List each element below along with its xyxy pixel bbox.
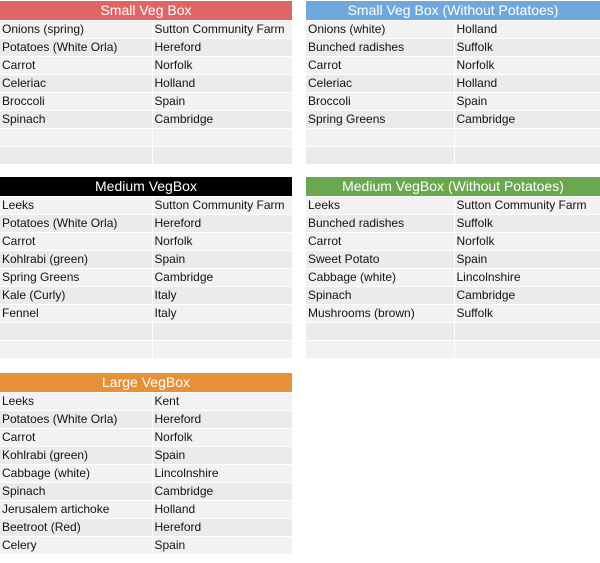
medium-veg-box-without-potatoes-header: Medium VegBox (Without Potatoes) xyxy=(306,177,600,196)
origin-cell: Lincolnshire xyxy=(152,465,292,483)
origin-cell: Spain xyxy=(454,93,600,111)
vegetable-cell xyxy=(0,323,152,341)
table-row xyxy=(0,251,292,269)
vegetable-cell xyxy=(0,129,152,147)
table-row xyxy=(0,501,292,519)
vegetable-cell: Sweet Potato xyxy=(306,251,454,269)
vegetable-cell: Celery xyxy=(0,537,152,555)
table-row xyxy=(0,233,292,251)
origin-cell: Norfolk xyxy=(454,57,600,75)
origin-cell xyxy=(454,323,600,341)
origin-cell: Holland xyxy=(152,501,292,519)
origin-cell: Holland xyxy=(454,75,600,93)
vegetable-cell: Cabbage (white) xyxy=(306,269,454,287)
table-row xyxy=(0,111,292,129)
vegetable-cell xyxy=(0,341,152,359)
table-row xyxy=(0,411,292,429)
table-row xyxy=(306,93,600,111)
table-row xyxy=(0,447,292,465)
vegetable-cell: Fennel xyxy=(0,305,152,323)
table-row xyxy=(0,197,292,215)
origin-cell xyxy=(454,341,600,359)
origin-cell: Hereford xyxy=(152,215,292,233)
vegetable-cell: Celeriac xyxy=(0,75,152,93)
vegetable-cell: Mushrooms (brown) xyxy=(306,305,454,323)
table-row xyxy=(306,75,600,93)
table-row xyxy=(0,519,292,537)
table-row xyxy=(0,129,292,147)
large-veg-box-header: Large VegBox xyxy=(0,373,292,392)
table-row xyxy=(306,197,600,215)
origin-cell: Italy xyxy=(152,287,292,305)
table-row xyxy=(306,341,600,359)
origin-cell: Hereford xyxy=(152,411,292,429)
origin-cell: Spain xyxy=(152,93,292,111)
table-row xyxy=(0,57,292,75)
origin-cell: Sutton Community Farm xyxy=(152,21,292,39)
medium-veg-box xyxy=(0,177,292,358)
large-veg-box xyxy=(0,373,292,554)
origin-cell xyxy=(152,129,292,147)
origin-cell: Norfolk xyxy=(152,57,292,75)
table-row xyxy=(306,323,600,341)
vegetable-cell: Spinach xyxy=(0,483,152,501)
origin-cell: Spain xyxy=(152,537,292,555)
vegetable-cell: Kale (Curly) xyxy=(0,287,152,305)
origin-cell: Spain xyxy=(152,251,292,269)
medium-veg-box-header: Medium VegBox xyxy=(0,177,292,196)
vegetable-cell: Potatoes (White Orla) xyxy=(0,215,152,233)
medium-veg-box-table xyxy=(0,196,292,358)
vegetable-cell xyxy=(306,147,454,165)
vegetable-cell: Bunched radishes xyxy=(306,215,454,233)
table-row xyxy=(0,39,292,57)
small-veg-box-table xyxy=(0,20,292,164)
origin-cell xyxy=(454,147,600,165)
vegetable-cell: Carrot xyxy=(0,233,152,251)
origin-cell: Norfolk xyxy=(152,233,292,251)
origin-cell xyxy=(454,129,600,147)
table-row xyxy=(306,269,600,287)
table-row xyxy=(0,21,292,39)
table-row xyxy=(0,305,292,323)
table-row xyxy=(0,323,292,341)
vegetable-cell: Potatoes (White Orla) xyxy=(0,411,152,429)
medium-veg-box-without-potatoes xyxy=(306,177,600,358)
vegetable-cell: Leeks xyxy=(306,197,454,215)
origin-cell: Cambridge xyxy=(454,287,600,305)
vegetable-cell xyxy=(0,147,152,165)
origin-cell xyxy=(152,323,292,341)
vegetable-cell: Carrot xyxy=(306,233,454,251)
vegetable-cell xyxy=(306,341,454,359)
vegetable-cell xyxy=(306,323,454,341)
vegetable-cell: Potatoes (White Orla) xyxy=(0,39,152,57)
table-row xyxy=(306,287,600,305)
table-row xyxy=(0,287,292,305)
vegetable-cell xyxy=(306,129,454,147)
table-row xyxy=(0,215,292,233)
origin-cell: Kent xyxy=(152,393,292,411)
table-row xyxy=(306,305,600,323)
table-row xyxy=(0,75,292,93)
table-row xyxy=(306,147,600,165)
vegetable-cell: Onions (spring) xyxy=(0,21,152,39)
table-row xyxy=(0,537,292,555)
large-veg-box-table xyxy=(0,392,292,554)
origin-cell: Suffolk xyxy=(454,39,600,57)
table-row xyxy=(306,39,600,57)
origin-cell: Holland xyxy=(454,21,600,39)
table-row xyxy=(0,465,292,483)
vegetable-cell: Broccoli xyxy=(306,93,454,111)
origin-cell xyxy=(152,341,292,359)
origin-cell: Holland xyxy=(152,75,292,93)
origin-cell: Norfolk xyxy=(454,233,600,251)
vegetable-cell: Leeks xyxy=(0,197,152,215)
origin-cell: Cambridge xyxy=(454,111,600,129)
vegetable-cell: Spring Greens xyxy=(306,111,454,129)
table-row xyxy=(0,341,292,359)
vegetable-cell: Spinach xyxy=(306,287,454,305)
small-veg-box-without-potatoes-table xyxy=(306,20,600,164)
vegetable-cell: Leeks xyxy=(0,393,152,411)
vegetable-cell: Jerusalem artichoke xyxy=(0,501,152,519)
origin-cell: Spain xyxy=(152,447,292,465)
table-row xyxy=(306,111,600,129)
vegetable-cell: Carrot xyxy=(0,57,152,75)
vegetable-cell: Carrot xyxy=(306,57,454,75)
vegetable-cell: Broccoli xyxy=(0,93,152,111)
vegetable-cell: Kohlrabi (green) xyxy=(0,251,152,269)
small-veg-box-without-potatoes-header: Small Veg Box (Without Potatoes) xyxy=(306,1,600,20)
table-row xyxy=(306,21,600,39)
small-veg-box-without-potatoes xyxy=(306,1,600,164)
origin-cell: Suffolk xyxy=(454,215,600,233)
origin-cell: Italy xyxy=(152,305,292,323)
origin-cell: Spain xyxy=(454,251,600,269)
table-row xyxy=(306,129,600,147)
table-row xyxy=(0,269,292,287)
origin-cell: Suffolk xyxy=(454,305,600,323)
table-row xyxy=(306,57,600,75)
origin-cell: Sutton Community Farm xyxy=(152,197,292,215)
vegetable-cell: Spinach xyxy=(0,111,152,129)
table-row xyxy=(0,393,292,411)
vegetable-cell: Beetroot (Red) xyxy=(0,519,152,537)
vegetable-cell: Bunched radishes xyxy=(306,39,454,57)
origin-cell: Hereford xyxy=(152,39,292,57)
table-row xyxy=(306,251,600,269)
origin-cell xyxy=(152,147,292,165)
vegetable-cell: Celeriac xyxy=(306,75,454,93)
origin-cell: Cambridge xyxy=(152,269,292,287)
origin-cell: Cambridge xyxy=(152,111,292,129)
table-row xyxy=(0,429,292,447)
table-row xyxy=(0,93,292,111)
origin-cell: Lincolnshire xyxy=(454,269,600,287)
table-row xyxy=(0,147,292,165)
medium-veg-box-without-potatoes-table xyxy=(306,196,600,358)
vegetable-cell: Kohlrabi (green) xyxy=(0,447,152,465)
vegetable-cell: Onions (white) xyxy=(306,21,454,39)
origin-cell: Hereford xyxy=(152,519,292,537)
vegetable-cell: Spring Greens xyxy=(0,269,152,287)
origin-cell: Norfolk xyxy=(152,429,292,447)
table-row xyxy=(306,233,600,251)
vegetable-cell: Carrot xyxy=(0,429,152,447)
origin-cell: Cambridge xyxy=(152,483,292,501)
small-veg-box xyxy=(0,1,292,164)
vegetable-cell: Cabbage (white) xyxy=(0,465,152,483)
small-veg-box-header: Small Veg Box xyxy=(0,1,292,20)
table-row xyxy=(306,215,600,233)
table-row xyxy=(0,483,292,501)
origin-cell: Sutton Community Farm xyxy=(454,197,600,215)
